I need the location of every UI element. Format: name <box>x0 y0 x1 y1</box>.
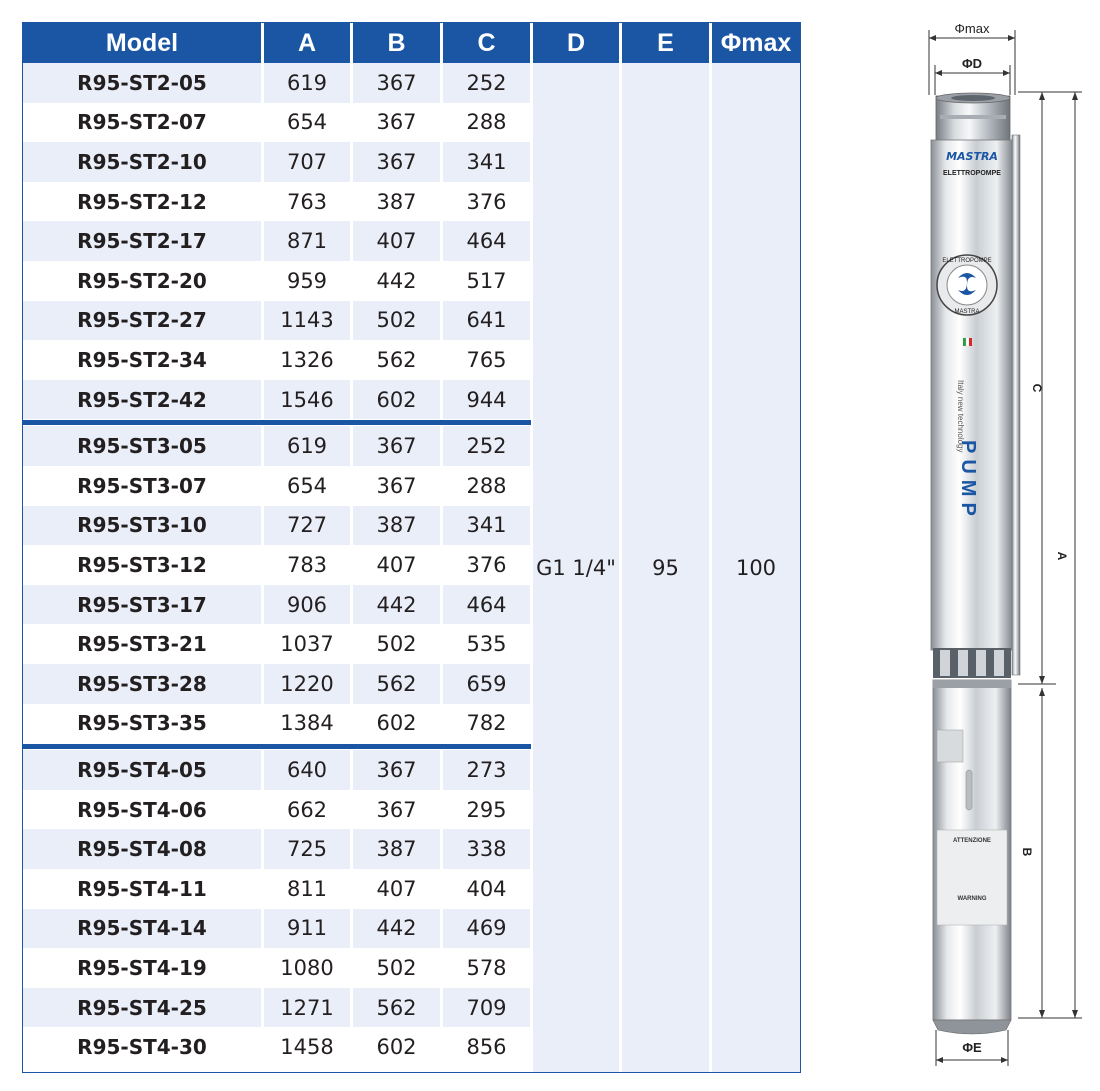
cell-c: 641 <box>443 301 530 341</box>
cell-b: 367 <box>376 473 417 498</box>
cell-c: 288 <box>466 110 507 135</box>
cell-model: R95-ST2-12 <box>77 189 207 214</box>
cell-b: 502 <box>353 301 440 341</box>
cell-b: 562 <box>376 347 417 372</box>
cell-a: 1080 <box>280 955 334 980</box>
table-row <box>23 142 531 182</box>
cell-model: R95-ST2-20 <box>77 268 207 293</box>
group-separator <box>23 420 531 425</box>
cell-c: 252 <box>443 63 530 103</box>
table-row <box>23 261 531 301</box>
cell-model: R95-ST2-10 <box>23 142 261 182</box>
cell-model: R95-ST3-28 <box>23 664 261 704</box>
cell-model: R95-ST2-07 <box>77 110 207 135</box>
cell-a: 1546 <box>264 380 350 420</box>
cell-a: 811 <box>286 876 328 901</box>
table-row <box>23 585 531 625</box>
table-row <box>23 103 531 143</box>
cell-b: 387 <box>376 189 417 214</box>
cell-model: R95-ST2-27 <box>23 301 261 341</box>
pump-body-upper <box>931 135 1020 675</box>
label-c: C <box>1030 383 1044 393</box>
cell-a: 662 <box>286 797 328 822</box>
cell-b: 442 <box>353 585 440 625</box>
cell-a: 763 <box>286 189 328 214</box>
pump-intake <box>933 648 1011 678</box>
cell-b: 602 <box>353 380 440 420</box>
table-row <box>23 466 531 506</box>
seal-text: ELETTROPOMPE <box>942 258 992 264</box>
cell-a: 725 <box>264 829 350 869</box>
cell-c: 404 <box>466 876 507 901</box>
cell-c: 464 <box>443 221 530 261</box>
brand-sub: ELETTROPOMPE <box>943 170 1001 177</box>
cell-b: 562 <box>353 988 440 1028</box>
header-d: D <box>533 23 619 63</box>
cell-b: 367 <box>353 63 440 103</box>
cell-model: R95-ST4-25 <box>23 988 261 1028</box>
table-row <box>23 380 531 420</box>
cell-b: 602 <box>376 711 417 736</box>
cell-a: 1458 <box>280 1035 334 1060</box>
cell-c: 578 <box>466 955 507 980</box>
cell-a: 1384 <box>280 711 334 736</box>
table-row <box>23 1027 531 1067</box>
cell-model: R95-ST3-35 <box>77 711 207 736</box>
cell-b: 367 <box>353 142 440 182</box>
cell-a: 871 <box>264 221 350 261</box>
cell-model: R95-ST3-17 <box>23 585 261 625</box>
pump-head <box>936 93 1010 144</box>
cell-a: 654 <box>286 473 328 498</box>
pump-diagram <box>900 10 1100 1091</box>
label-phie: ΦE <box>962 1040 982 1055</box>
cell-model: R95-ST2-05 <box>23 63 261 103</box>
table-row <box>23 948 531 988</box>
cell-model: R95-ST4-08 <box>23 829 261 869</box>
header-e: E <box>622 23 709 63</box>
cell-model: R95-ST4-14 <box>23 909 261 949</box>
table-row <box>23 704 531 744</box>
cell-a: 619 <box>264 63 350 103</box>
table-row <box>23 340 531 380</box>
cell-c: 338 <box>443 829 530 869</box>
table-row <box>23 750 531 790</box>
cell-model: R95-ST2-42 <box>23 380 261 420</box>
cell-b: 367 <box>376 110 417 135</box>
cell-b: 562 <box>353 664 440 704</box>
cell-c: 469 <box>443 909 530 949</box>
label-phid: ΦD <box>961 56 983 71</box>
seal-bottom: MASTRA <box>954 309 980 315</box>
cell-phimax-merged: 100 <box>712 63 800 1072</box>
label-phimax: Φmax <box>954 21 990 36</box>
cell-model: R95-ST3-12 <box>77 552 207 577</box>
cell-a: 727 <box>264 506 350 546</box>
cell-c: 464 <box>443 585 530 625</box>
cell-b: 367 <box>353 426 440 466</box>
cell-model: R95-ST4-30 <box>77 1035 207 1060</box>
cell-b: 407 <box>376 552 417 577</box>
header-model: Model <box>23 23 261 63</box>
cell-c: 341 <box>443 506 530 546</box>
label-a: A <box>1055 551 1069 561</box>
table-row <box>23 221 531 261</box>
table-row <box>23 506 531 546</box>
cell-b: 387 <box>353 506 440 546</box>
table-row <box>23 624 531 664</box>
table-row <box>23 829 531 869</box>
cell-c: 376 <box>466 552 507 577</box>
cell-b: 442 <box>353 909 440 949</box>
table-row <box>23 790 531 830</box>
cell-a: 911 <box>264 909 350 949</box>
cell-model: R95-ST4-19 <box>77 955 207 980</box>
cell-model: R95-ST4-05 <box>23 750 261 790</box>
cell-c: 944 <box>443 380 530 420</box>
brand-seal <box>937 255 997 315</box>
header-phimax: Φmax <box>712 23 800 63</box>
table-row <box>23 664 531 704</box>
cell-b: 387 <box>353 829 440 869</box>
cell-a: 640 <box>264 750 350 790</box>
cell-model: R95-ST3-10 <box>23 506 261 546</box>
cell-b: 442 <box>376 268 417 293</box>
cell-a: 959 <box>286 268 328 293</box>
table-row <box>23 426 531 466</box>
cell-b: 367 <box>353 750 440 790</box>
cell-e-merged: 95 <box>622 63 709 1072</box>
dimension-phie <box>936 1030 1008 1066</box>
cell-b: 407 <box>376 876 417 901</box>
table-row <box>23 869 531 909</box>
cell-a: 1271 <box>264 988 350 1028</box>
cell-c: 295 <box>466 797 507 822</box>
cell-c: 376 <box>466 189 507 214</box>
cell-c: 288 <box>466 473 507 498</box>
cell-model: R95-ST2-34 <box>77 347 207 372</box>
cell-c: 273 <box>443 750 530 790</box>
cell-model: R95-ST3-21 <box>77 632 207 657</box>
label-b: B <box>1020 847 1034 857</box>
table-row <box>23 63 531 103</box>
cell-a: 1220 <box>264 664 350 704</box>
group-separator <box>23 744 531 749</box>
dimension-b <box>1020 688 1045 1018</box>
header-c: C <box>443 23 530 63</box>
cell-model: R95-ST4-06 <box>77 797 207 822</box>
cell-b: 602 <box>376 1035 417 1060</box>
cell-a: 1326 <box>280 347 334 372</box>
pump-motor <box>933 680 1011 1034</box>
cell-c: 856 <box>466 1035 507 1060</box>
dimension-a <box>1018 92 1082 1018</box>
cell-c: 659 <box>443 664 530 704</box>
cell-a: 906 <box>264 585 350 625</box>
table-row <box>23 301 531 341</box>
table-row <box>23 182 531 222</box>
cell-b: 502 <box>376 955 417 980</box>
cell-a: 1037 <box>280 632 334 657</box>
table-row <box>23 909 531 949</box>
cell-c: 765 <box>466 347 507 372</box>
cell-c: 535 <box>466 632 507 657</box>
plate-title: ATTENZIONE <box>953 838 991 844</box>
cell-model: R95-ST3-07 <box>77 473 207 498</box>
tagline: Italy new technology <box>956 380 965 453</box>
header-b: B <box>353 23 440 63</box>
cell-c: 341 <box>443 142 530 182</box>
cell-a: 1143 <box>264 301 350 341</box>
cell-model: R95-ST4-11 <box>77 876 207 901</box>
cell-c: 517 <box>466 268 507 293</box>
dimension-c <box>1018 92 1056 684</box>
cell-a: 783 <box>286 552 328 577</box>
cell-b: 502 <box>376 632 417 657</box>
dimension-phid <box>935 56 1010 95</box>
cell-c: 252 <box>443 426 530 466</box>
brand-logo: MASTRA <box>946 150 998 163</box>
cell-a: 619 <box>264 426 350 466</box>
cell-b: 407 <box>353 221 440 261</box>
cell-a: 654 <box>286 110 328 135</box>
side-text: PUMP <box>957 440 979 522</box>
cell-c: 782 <box>466 711 507 736</box>
cell-d-merged: G1 1/4" <box>533 63 619 1072</box>
cell-model: R95-ST3-05 <box>23 426 261 466</box>
cell-model: R95-ST2-17 <box>23 221 261 261</box>
table-row <box>23 545 531 585</box>
header-a: A <box>264 23 350 63</box>
plate-warning: WARNING <box>957 896 987 902</box>
spec-table <box>22 22 801 1073</box>
cell-b: 367 <box>376 797 417 822</box>
cell-a: 707 <box>264 142 350 182</box>
table-row <box>23 988 531 1028</box>
cell-c: 709 <box>443 988 530 1028</box>
